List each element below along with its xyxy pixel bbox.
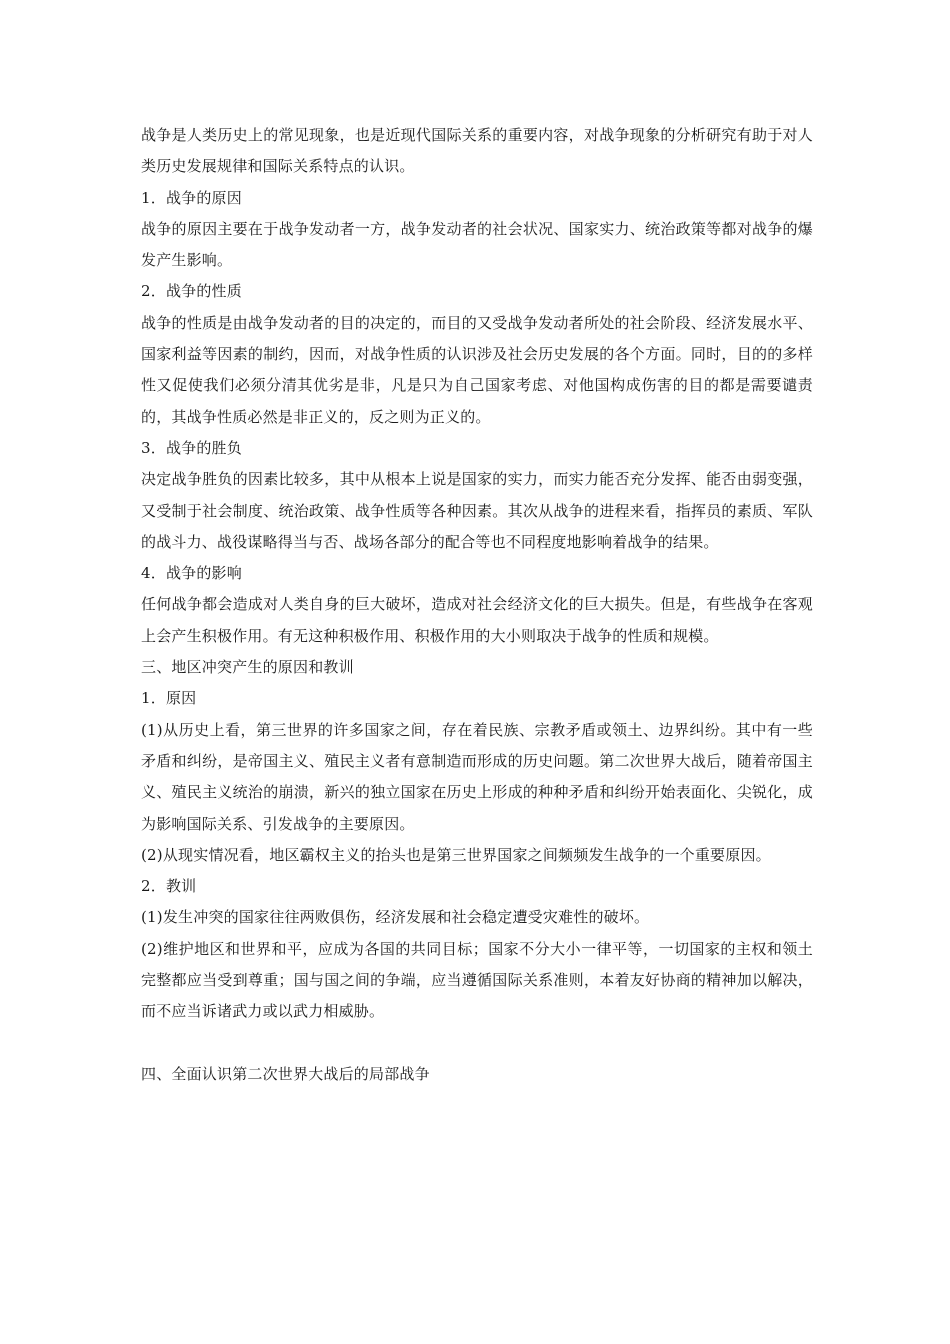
paragraph-war-impact: 任何战争都会造成对人类自身的巨大破坏，造成对社会经济文化的巨大损失。但是，有些战争在客观上会产生积极作用。有无这种积极作用、积极作用的大小则取决于战争的性质和规模。 <box>141 595 813 645</box>
paragraph-cause-historical: (1)从历史上看，第三世界的许多国家之间，存在着民族、宗教矛盾或领土、边界纠纷。其中有一些矛盾和纠纷，是帝国主义、殖民主义者有意制造而形成的历史问题。第二次世界大战后，随着帝国主义、殖民主义统治的崩溃，新兴的独立国家在历史上形成的种种矛盾和纠纷开始表面化、尖锐化，成为影响国际关系、引发战争的主要原因。 <box>141 720 813 833</box>
subheading-war-nature: 2．战争的性质 <box>141 282 242 301</box>
paragraph-lesson-1: (1)发生冲突的国家往往两败俱伤，经济发展和社会稳定遭受灾难性的破坏。 <box>141 908 650 927</box>
subheading-war-outcome: 3．战争的胜负 <box>141 438 242 457</box>
paragraph-war-causes: 战争的原因主要在于战争发动者一方，战争发动者的社会状况、国家实力、统治政策等都对战争的爆发产生影响。 <box>141 219 813 270</box>
paragraph-cause-current: (2)从现实情况看，地区霸权主义的抬头也是第三世界国家之间频频发生战争的一个重要原因。 <box>141 845 771 864</box>
paragraph-war-nature: 战争的性质是由战争发动者的目的决定的，而目的又受战争发动者所处的社会阶段、经济发展水平、国家利益等因素的制约，因而，对战争性质的认识涉及社会历史发展的各个方面。同时，目的的多样性又促使我们必须分清其优劣是非，凡是只为自己国家考虑、对他国构成伤害的目的都是需要谴责的，其战争性质必然是非正义的，反之则为正义的。 <box>141 313 813 426</box>
subheading-lessons: 2．教训 <box>141 877 197 896</box>
subheading-causes: 1．原因 <box>141 689 197 708</box>
paragraph-war-outcome: 决定战争胜负的因素比较多，其中从根本上说是国家的实力，而实力能否充分发挥、能否由弱变强，又受制于社会制度、统治政策、战争性质等各种因素。其次从战争的进程来看，指挥员的素质、军队的战斗力、战役谋略得当与否、战场各部分的配合等也不同程度地影响着战争的结果。 <box>141 470 813 551</box>
section-heading-local-wars: 四、全面认识第二次世界大战后的局部战争 <box>141 1064 430 1083</box>
subheading-war-impact: 4．战争的影响 <box>141 564 242 583</box>
document-body <box>141 120 813 1090</box>
subheading-war-causes: 1．战争的原因 <box>141 188 242 207</box>
paragraph-lesson-2: (2)维护地区和世界和平，应成为各国的共同目标；国家不分大小一律平等，一切国家的主权和领土完整都应当受到尊重；国与国之间的争端，应当遵循国际关系准则，本着友好协商的精神加以解决，而不应当诉诸武力或以武力相威胁。 <box>141 939 813 1021</box>
intro-paragraph: 战争是人类历史上的常见现象，也是近现代国际关系的重要内容，对战争现象的分析研究有助于对人类历史发展规律和国际关系特点的认识。 <box>141 126 813 176</box>
section-heading-regional-conflicts: 三、地区冲突产生的原因和教训 <box>141 658 354 677</box>
